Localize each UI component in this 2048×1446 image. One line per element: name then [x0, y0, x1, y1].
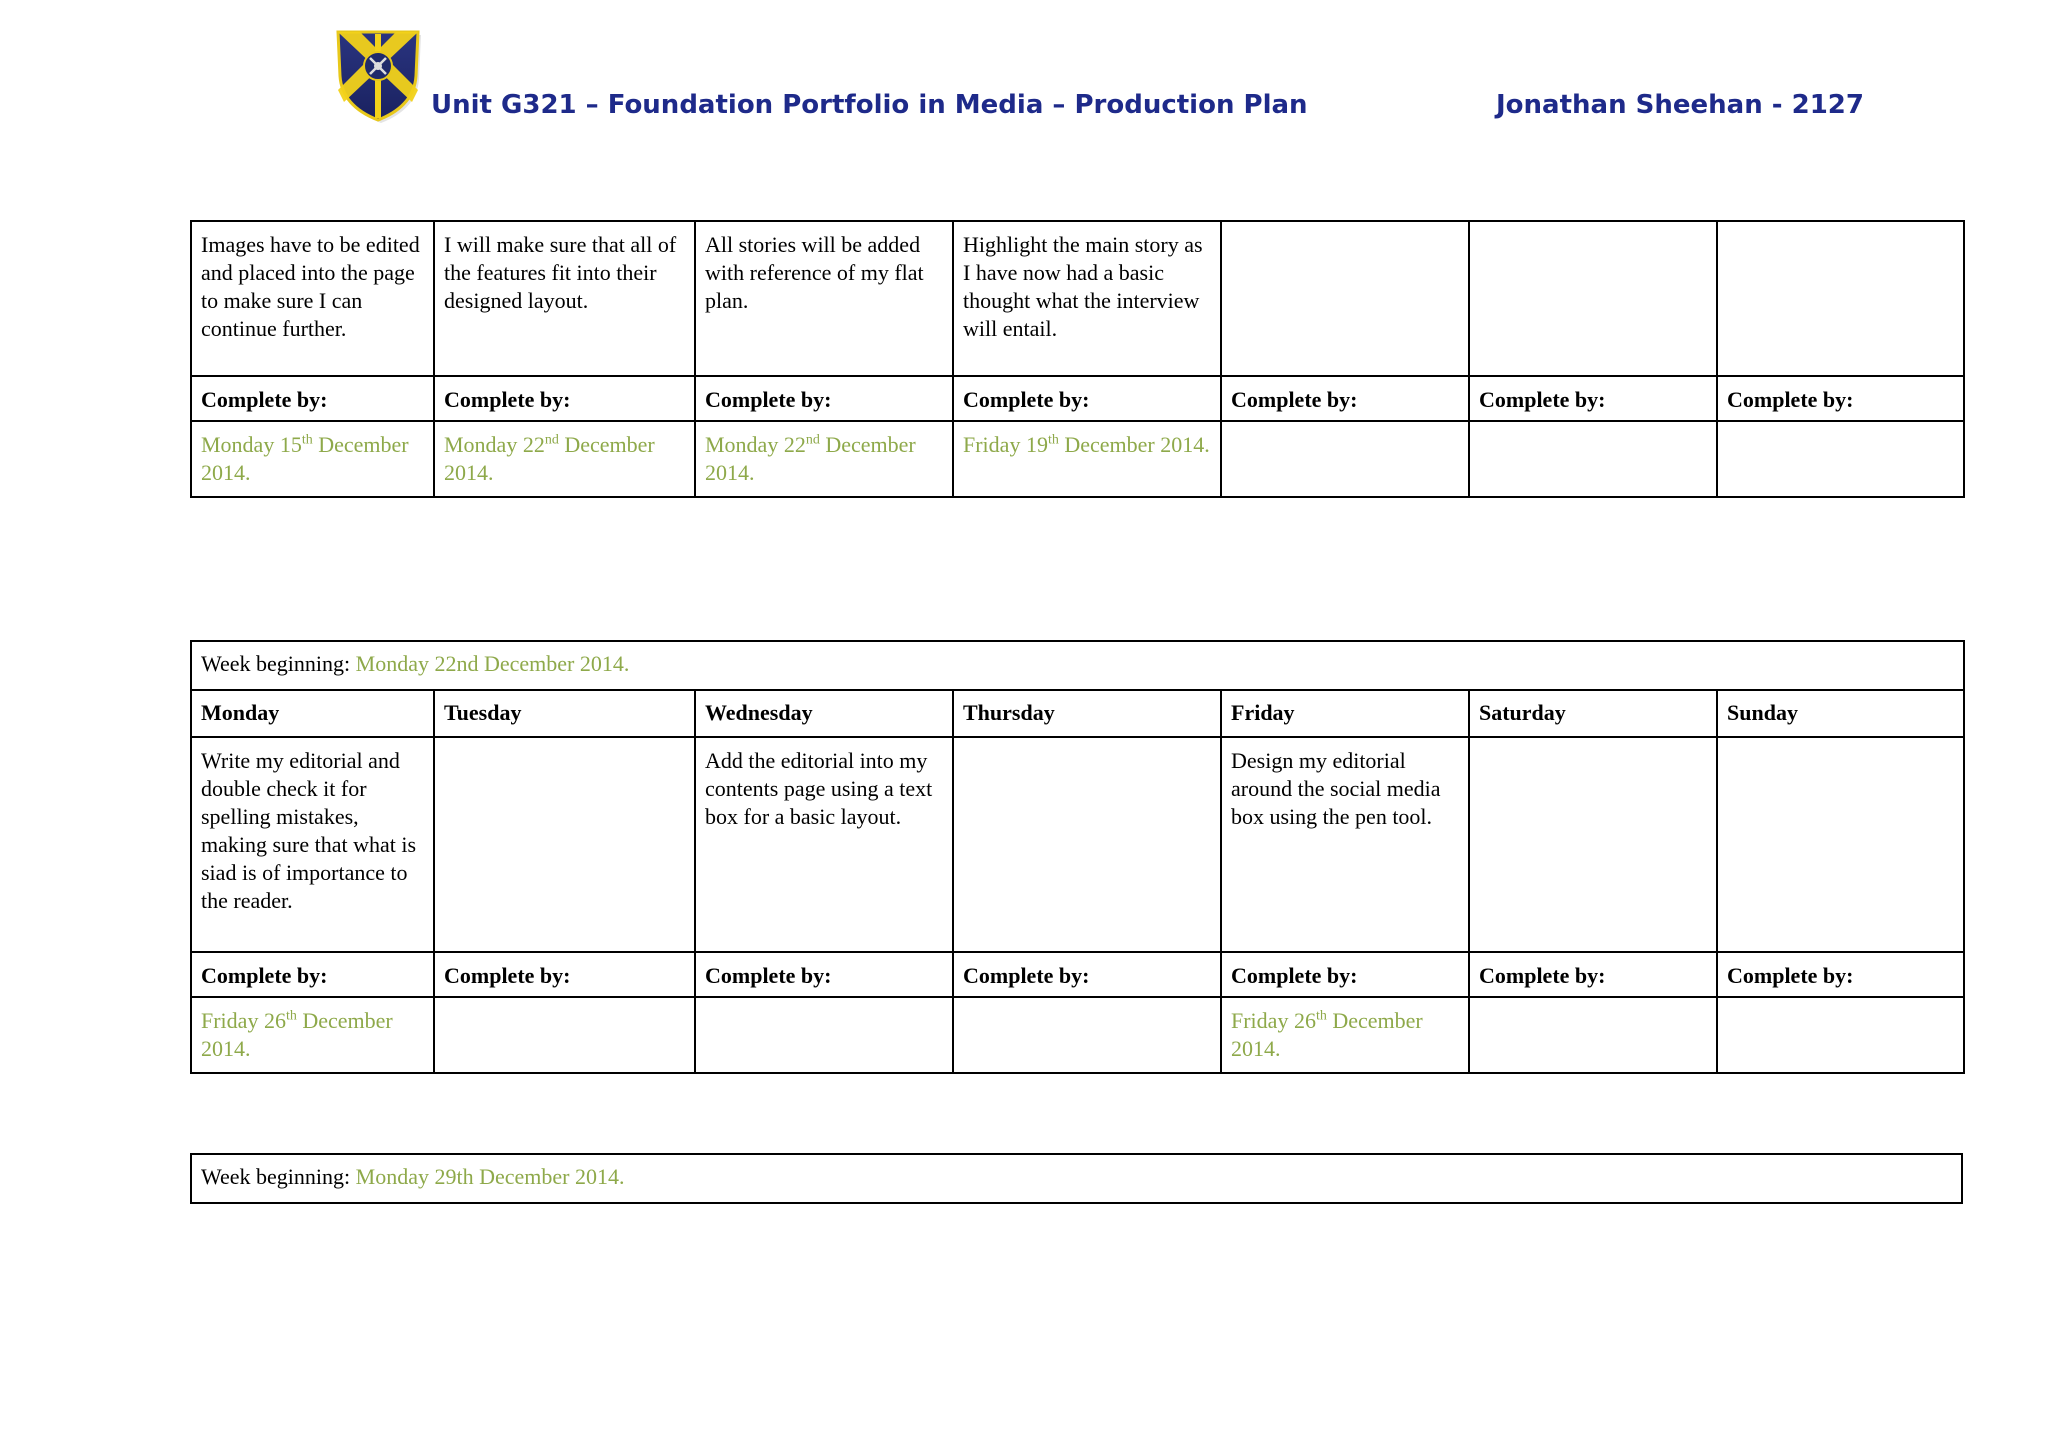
- task-cell-tuesday: [434, 737, 695, 952]
- task-cell-wednesday: Add the editorial into my contents page using a text box for a basic layout.: [695, 737, 953, 952]
- complete-by-label: Complete by:: [1469, 376, 1717, 421]
- due-date-cell: Monday 22nd December 2014.: [434, 421, 695, 497]
- due-date-cell: Friday 19th December 2014.: [953, 421, 1221, 497]
- week-beginning-date: Monday 22nd December 2014.: [355, 651, 630, 676]
- task-cell-sunday: [1717, 737, 1964, 952]
- complete-by-label: Complete by:: [434, 952, 695, 997]
- day-header-sunday: Sunday: [1717, 690, 1964, 737]
- task-cell-thursday: Highlight the main story as I have now had a basic thought what the interview will entail.: [953, 221, 1221, 376]
- complete-by-label: Complete by:: [1469, 952, 1717, 997]
- week-beginning-date: Monday 29th December 2014.: [355, 1164, 625, 1189]
- plan-table-week-29-december: [190, 1153, 1963, 1204]
- task-cell-saturday: [1469, 737, 1717, 952]
- day-header-friday: Friday: [1221, 690, 1469, 737]
- task-cell-friday: Design my editorial around the social media box using the pen tool.: [1221, 737, 1469, 952]
- due-date-cell: [1221, 421, 1469, 497]
- complete-by-label: Complete by:: [191, 376, 434, 421]
- complete-by-label: Complete by:: [695, 376, 953, 421]
- task-row: [191, 737, 1964, 952]
- week-beginning-label: Week beginning:: [201, 651, 356, 676]
- plan-table-previous-week: [190, 220, 1965, 498]
- complete-by-label: Complete by:: [191, 952, 434, 997]
- due-date-cell: [434, 997, 695, 1073]
- task-cell-thursday: [953, 737, 1221, 952]
- due-date-row: [191, 997, 1964, 1073]
- plan-table-week-22-december: [190, 640, 1965, 1074]
- day-header-row: [191, 690, 1964, 737]
- day-header-monday: Monday: [191, 690, 434, 737]
- complete-by-label: Complete by:: [1717, 952, 1964, 997]
- task-cell-monday: Write my editorial and double check it for spelling mistakes, making sure that what is siad is of importance to the reader.: [191, 737, 434, 952]
- complete-by-label: Complete by:: [953, 376, 1221, 421]
- complete-by-label: Complete by:: [953, 952, 1221, 997]
- due-date-cell: [953, 997, 1221, 1073]
- complete-by-label: Complete by:: [434, 376, 695, 421]
- day-header-thursday: Thursday: [953, 690, 1221, 737]
- week-beginning-row: [191, 641, 1964, 690]
- complete-by-label: Complete by:: [1221, 952, 1469, 997]
- task-cell-sunday: [1717, 221, 1964, 376]
- task-row: [191, 221, 1964, 376]
- complete-by-label: Complete by:: [1221, 376, 1469, 421]
- due-date-cell: Friday 26th December 2014.: [1221, 997, 1469, 1073]
- complete-by-label: Complete by:: [1717, 376, 1964, 421]
- complete-by-row: [191, 376, 1964, 421]
- due-date-cell: [1469, 997, 1717, 1073]
- task-cell-wednesday: All stories will be added with reference of my flat plan.: [695, 221, 953, 376]
- day-header-saturday: Saturday: [1469, 690, 1717, 737]
- week-beginning-row: [191, 1154, 1962, 1203]
- task-cell-tuesday: I will make sure that all of the features fit into their designed layout.: [434, 221, 695, 376]
- due-date-cell: Friday 26th December 2014.: [191, 997, 434, 1073]
- complete-by-row: [191, 952, 1964, 997]
- due-date-cell: [1717, 997, 1964, 1073]
- due-date-cell: [1469, 421, 1717, 497]
- due-date-row: [191, 421, 1964, 497]
- author-id: Jonathan Sheehan - 2127: [1496, 90, 1864, 120]
- due-date-cell: Monday 22nd December 2014.: [695, 421, 953, 497]
- task-cell-saturday: [1469, 221, 1717, 376]
- complete-by-label: Complete by:: [695, 952, 953, 997]
- week-beginning-cell: [191, 1154, 1962, 1203]
- document-title: Unit G321 – Foundation Portfolio in Media – Production Plan: [431, 90, 1308, 120]
- school-crest-logo: [330, 24, 426, 124]
- due-date-cell: [1717, 421, 1964, 497]
- week-beginning-label: Week beginning:: [201, 1164, 356, 1189]
- week-beginning-cell: [191, 641, 1964, 690]
- task-cell-monday: Images have to be edited and placed into the page to make sure I can continue further.: [191, 221, 434, 376]
- due-date-cell: [695, 997, 953, 1073]
- task-cell-friday: [1221, 221, 1469, 376]
- due-date-cell: Monday 15th December 2014.: [191, 421, 434, 497]
- day-header-tuesday: Tuesday: [434, 690, 695, 737]
- day-header-wednesday: Wednesday: [695, 690, 953, 737]
